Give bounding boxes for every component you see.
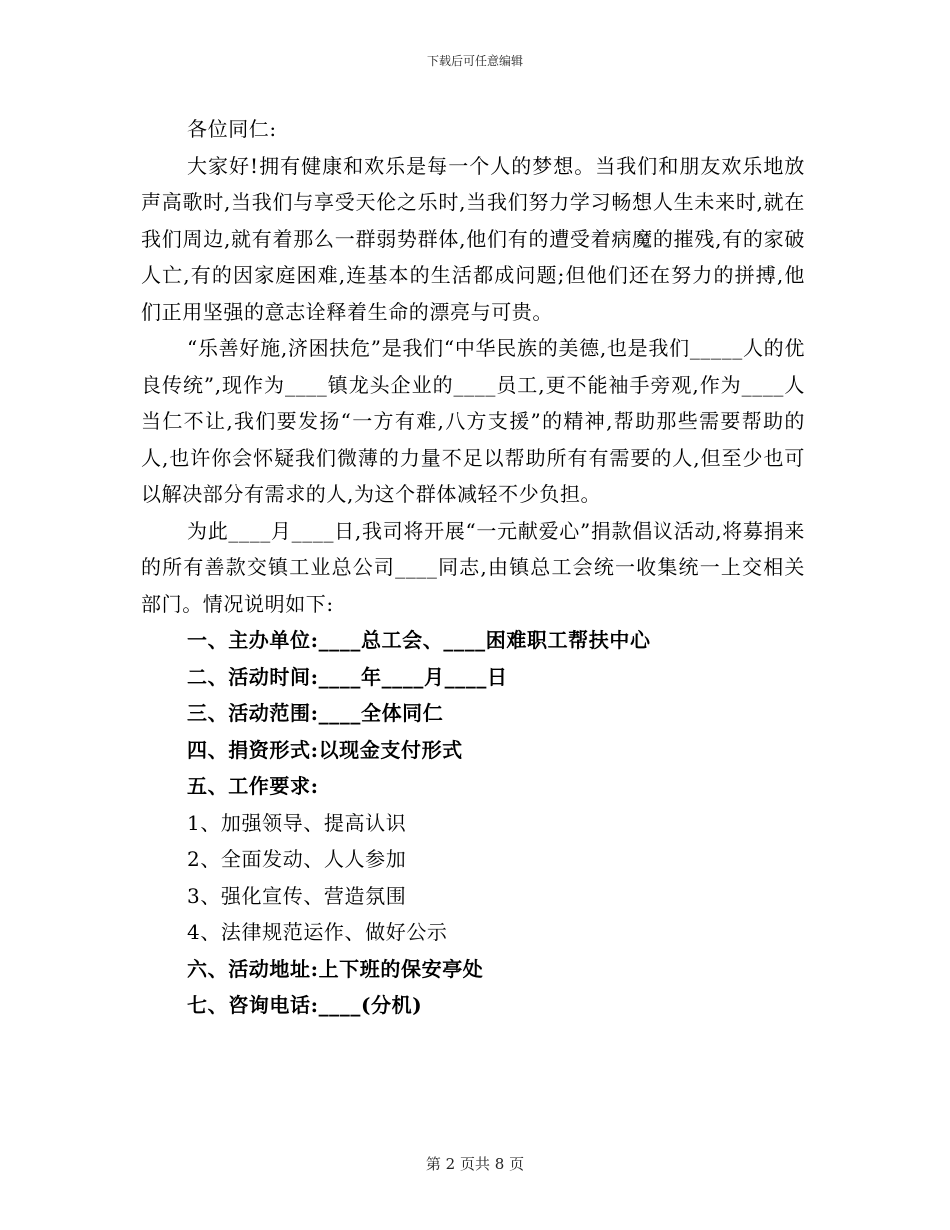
item-location: 六、活动地址:上下班的保安亭处 bbox=[187, 956, 484, 981]
requirement-2: 2、全面发动、人人参加 bbox=[187, 847, 407, 871]
paragraph-3: 为此____月____日,我司将开展“一元献爱心”捐款倡议活动,将募捐来的所有善款交镇工业总公司____同志,由镇总工会统一收集统一上交相关部门。情况说明如下: bbox=[141, 518, 805, 616]
paragraph-2: “乐善好施,济困扶危”是我们“中华民族的美德,也是我们_____人的优良传统”,现作为____镇龙头企业的____员工,更不能袖手旁观,作为____人当仁不让,我们要发扬“一方有难,八方支援”的精神,帮助那些需要帮助的人,也许你会怀疑我们微薄的力量不足以帮助所有有需要的人,但至少也可以解决部分有需求的人,为这个群体减轻不少负担。 bbox=[141, 336, 805, 506]
document-body bbox=[141, 111, 805, 1024]
item-requirements: 五、工作要求: bbox=[187, 774, 319, 798]
greeting: 各位同仁: bbox=[187, 117, 277, 141]
item-donation-form: 四、捐资形式:以现金支付形式 bbox=[187, 737, 463, 762]
paragraph-1: 大家好!拥有健康和欢乐是每一个人的梦想。当我们和朋友欢乐地放声高歌时,当我们与享受天伦之乐时,当我们努力学习畅想人生未来时,就在我们周边,就有着那么一群弱势群体,他们有的遭受着病魔的摧残,有的家破人亡,有的因家庭困难,连基本的生活都成问题;但他们还在努力的拼搏,他们正用坚强的意志诠释着生命的漂亮与可贵。 bbox=[141, 153, 805, 324]
requirement-3: 3、强化宣传、营造氛围 bbox=[187, 883, 407, 908]
requirement-4: 4、法律规范运作、做好公示 bbox=[187, 920, 448, 944]
item-phone: 七、咨询电话:____(分机) bbox=[187, 993, 423, 1017]
item-time: 二、活动时间:____年____月____日 bbox=[187, 664, 508, 689]
item-organizer: 一、主办单位:____总工会、____困难职工帮扶中心 bbox=[187, 628, 651, 652]
requirement-1: 1、加强领导、提高认识 bbox=[187, 810, 407, 835]
item-scope: 三、活动范围:____全体同仁 bbox=[187, 701, 444, 725]
page-header: 下载后可任意编辑 bbox=[426, 54, 523, 68]
page-footer: 第 2 页共 8 页 bbox=[425, 1155, 525, 1173]
